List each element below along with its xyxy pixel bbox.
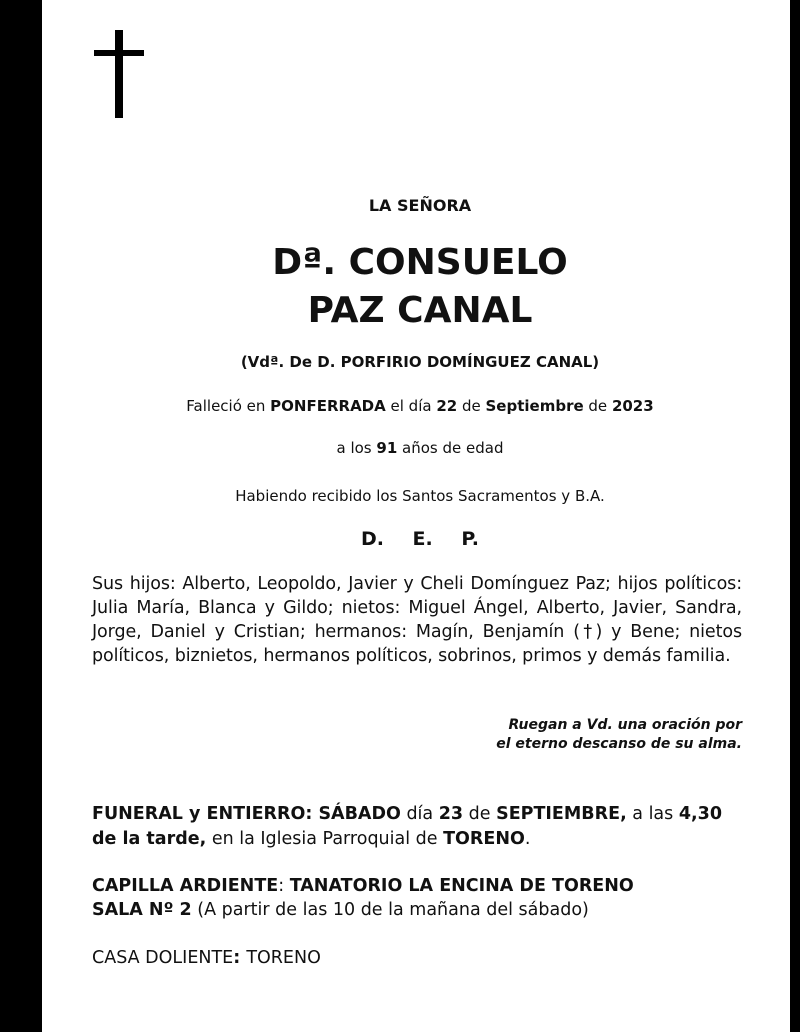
house-info: CASA DOLIENTE: TORENO [92, 948, 321, 968]
age-years: 91 [376, 439, 398, 457]
family-text: Sus hijos: Alberto, Leopoldo, Javier y Cheli Domínguez Paz; hijos políticos: Julia María, Blanca y Gildo; nietos: Miguel Ángel, Alberto, Javier, Sandra, Jorge, Daniel y Cristian; hermanos: Magín, Benjamín (†) y Bene; nietos políticos, biznietos, hermanos políticos, sobrinos, primos y demás familia. [92, 574, 742, 666]
cross-icon [92, 30, 148, 120]
death-info: Falleció en PONFERRADA el día 22 de Septiembre de 2023 [186, 397, 654, 415]
death-day: 22 [436, 397, 458, 415]
dep-text: D. E. P. [360, 528, 480, 550]
deceased-name-line1: Dª. CONSUELO [272, 242, 568, 283]
death-year: 2023 [611, 397, 654, 415]
sacraments-text: Habiendo recibido los Santos Sacramentos y B.A. [235, 487, 605, 505]
death-place: PONFERRADA [270, 397, 386, 415]
age-info: a los 91 años de edad [336, 439, 504, 457]
prayer-text: Ruegan a Vd. una oración por el eterno descanso de su alma. [496, 717, 742, 752]
widow-of: (Vdª. De D. PORFIRIO DOMÍNGUEZ CANAL) [240, 353, 600, 371]
left-border [0, 0, 42, 1032]
deceased-name-line2: PAZ CANAL [307, 290, 533, 331]
funeral-info: FUNERAL y ENTIERRO: SÁBADO día 23 de SEPTIEMBRE, a las 4,30 de la tarde, en la Iglesia Parroquial de TORENO. [92, 804, 723, 849]
right-border [790, 0, 800, 1032]
chapel-info: CAPILLA ARDIENTE: TANATORIO LA ENCINA DE TORENO SALA Nº 2 (A partir de las 10 de la mañana del sábado) [92, 876, 634, 920]
death-month: Septiembre [485, 397, 584, 415]
title-label: LA SEÑORA [368, 196, 472, 215]
